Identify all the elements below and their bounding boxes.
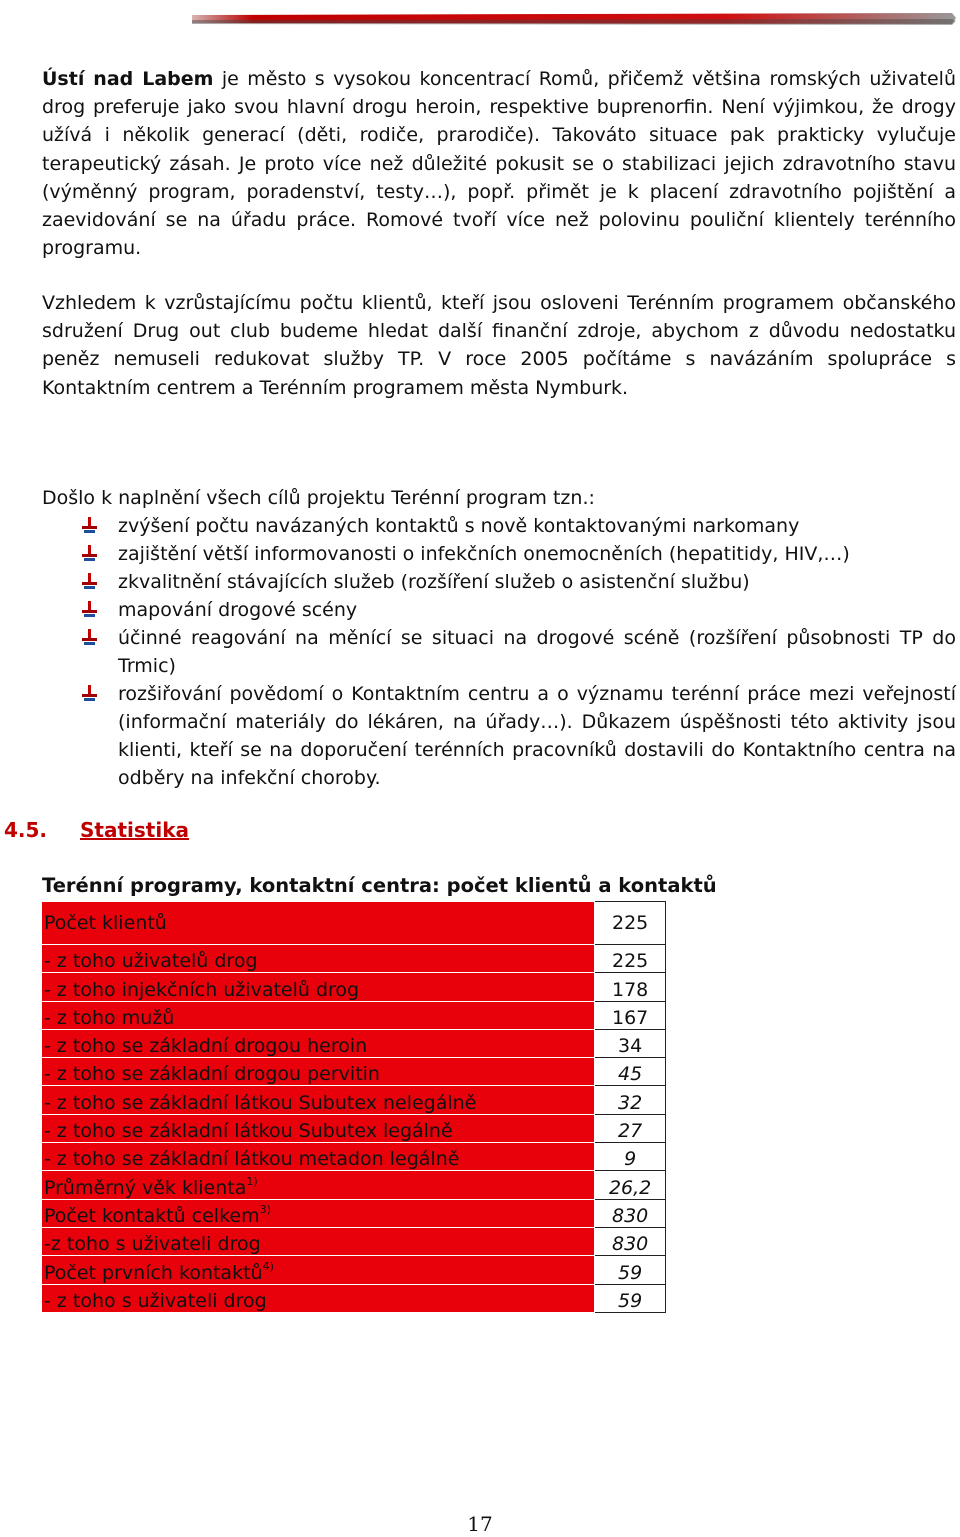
paragraph-funding-plans: Vzhledem k vzrůstajícímu počtu klientů, kteří jsou osloveni Terénním programem občanského sdružení Drug out club budeme hledat další finanční zdroje, abychom z důvodu nedostatku peněz nemuseli redukovat služby TP. V roce 2005 počítáme s navázáním spolupráce s Kontaktním centrem a Terénním programem města Nymburk. (42, 292, 956, 399)
row-value: 167 (595, 1001, 666, 1029)
row-value: 26,2 (595, 1171, 666, 1199)
row-value: 27 (595, 1114, 666, 1142)
row-label-text: - z toho se základní látkou Subutex legálně (44, 1120, 453, 1143)
goal-text: mapování drogové scény (118, 599, 358, 621)
row-label (42, 1114, 595, 1142)
stacked-arrow-bullet-icon (80, 629, 100, 647)
row-value: 830 (595, 1227, 666, 1255)
table-row (42, 945, 666, 973)
row-label (42, 902, 595, 945)
table-row (42, 1227, 666, 1255)
stacked-arrow-bullet-icon (80, 517, 100, 535)
stacked-arrow-bullet-icon (80, 685, 100, 703)
row-value: 32 (595, 1086, 666, 1114)
table-row (42, 1171, 666, 1199)
section-number: 4.5. (4, 818, 48, 842)
list-item (80, 512, 956, 540)
row-label-text: Průměrný věk klienta (44, 1176, 247, 1199)
row-label-text: - z toho uživatelů drog (44, 950, 258, 973)
row-value: 225 (595, 945, 666, 973)
table-row (42, 1143, 666, 1171)
list-item (80, 624, 956, 680)
row-label-text: - z toho se základní látkou Subutex nelegálně (44, 1091, 477, 1114)
page-number: 17 (467, 1512, 493, 1536)
goal-text: rozšiřování povědomí o Kontaktním centru a o významu terénní práce mezi veřejností (informační materiály do lékáren, na úřady…). Důkazem úspěšnosti této aktivity jsou klienti, kteří se na doporučení terénních pracovníků dostavili do Kontaktního centra na odběry na infekční choroby. (118, 683, 956, 789)
statistics-table-body (42, 902, 666, 1313)
row-value: 59 (595, 1256, 666, 1284)
row-label-text: - z toho mužů (44, 1006, 175, 1029)
goal-text: zvýšení počtu navázaných kontaktů s nově kontaktovanými narkomany (118, 515, 800, 537)
row-value: 34 (595, 1029, 666, 1057)
statistics-table (41, 901, 666, 1313)
row-label-text: Počet kontaktů celkem (44, 1204, 260, 1227)
city-name: Ústí nad Labem (42, 68, 214, 90)
row-label-text: - z toho se základní drogou heroin (44, 1035, 368, 1058)
paragraph-1-text: je město s vysokou koncentrací Romů, přičemž většina romských uživatelů drog preferuje jako svou hlavní drogu heroin, respektive buprenorfin. Není výjimkou, že drogy užívá i několik generací (děti, rodiče, prarodiče). Takováto situace pak prakticky vylučuje terapeutický zásah. Je proto více než důležité pokusit se o stabilizaci jejich zdravotního stavu (výměnný program, poradenství, testy…), popř. přimět je k placení zdravotního pojištění a zaevidování se na úřadu práce. Romové tvoří více než polovinu pouliční klientely terénního programu. (42, 68, 956, 260)
table-row (42, 1086, 666, 1114)
row-value: 178 (595, 973, 666, 1001)
row-label (42, 945, 595, 973)
row-value: 830 (595, 1199, 666, 1227)
table-title: Terénní programy, kontaktní centra: počet klientů a kontaktů (42, 874, 717, 897)
stacked-arrow-bullet-icon (80, 545, 100, 563)
stacked-arrow-bullet-icon (80, 573, 100, 591)
goals-summary: Došlo k naplnění všech cílů projektu Terénní program tzn.: (42, 487, 595, 509)
row-value: 45 (595, 1058, 666, 1086)
goal-text: zkvalitnění stávajících služeb (rozšíření služeb o asistenční službu) (118, 571, 750, 593)
row-label-text: - z toho s uživateli drog (44, 1289, 267, 1312)
table-row (42, 1001, 666, 1029)
row-value: 225 (595, 902, 666, 945)
row-value: 9 (595, 1143, 666, 1171)
row-label-text: Počet prvních kontaktů (44, 1261, 263, 1284)
list-item (80, 596, 956, 624)
footnote-marker: 1) (246, 1174, 258, 1188)
row-label-text: - z toho se základní drogou pervitin (44, 1063, 380, 1086)
goals-list (80, 512, 956, 792)
row-label (42, 1199, 595, 1227)
list-item (80, 568, 956, 596)
table-row (42, 1058, 666, 1086)
row-label-text: - z toho se základní látkou metadon legálně (44, 1148, 460, 1171)
row-label-text: -z toho s uživateli drog (44, 1233, 261, 1256)
section-title: Statistika (80, 818, 189, 842)
row-label (42, 1001, 595, 1029)
row-label (42, 1256, 595, 1284)
row-value: 59 (595, 1284, 666, 1312)
row-label-text: Počet klientů (44, 912, 167, 934)
goal-text: zajištění větší informovanosti o infekčních onemocněních (hepatitidy, HIV,…) (118, 543, 850, 565)
row-label (42, 1171, 595, 1199)
goal-text: účinné reagování na měnící se situaci na drogové scéně (rozšíření působnosti TP do Trmic) (118, 627, 956, 677)
table-row (42, 902, 666, 945)
table-row (42, 1256, 666, 1284)
row-label (42, 973, 595, 1001)
row-label (42, 1058, 595, 1086)
table-row (42, 1029, 666, 1057)
row-label (42, 1227, 595, 1255)
paragraph-usti-nad-labem (42, 65, 956, 262)
row-label (42, 1284, 595, 1312)
table-row (42, 973, 666, 1001)
row-label-text: - z toho injekčních uživatelů drog (44, 978, 360, 1001)
table-row (42, 1284, 666, 1312)
row-label (42, 1029, 595, 1057)
stacked-arrow-bullet-icon (80, 601, 100, 619)
table-row (42, 1114, 666, 1142)
header-decorative-bar (192, 12, 956, 26)
footnote-marker: 3) (259, 1202, 271, 1216)
list-item (80, 540, 956, 568)
row-label (42, 1086, 595, 1114)
row-label (42, 1143, 595, 1171)
list-item (80, 680, 956, 792)
table-row (42, 1199, 666, 1227)
footnote-marker: 4) (262, 1259, 274, 1273)
